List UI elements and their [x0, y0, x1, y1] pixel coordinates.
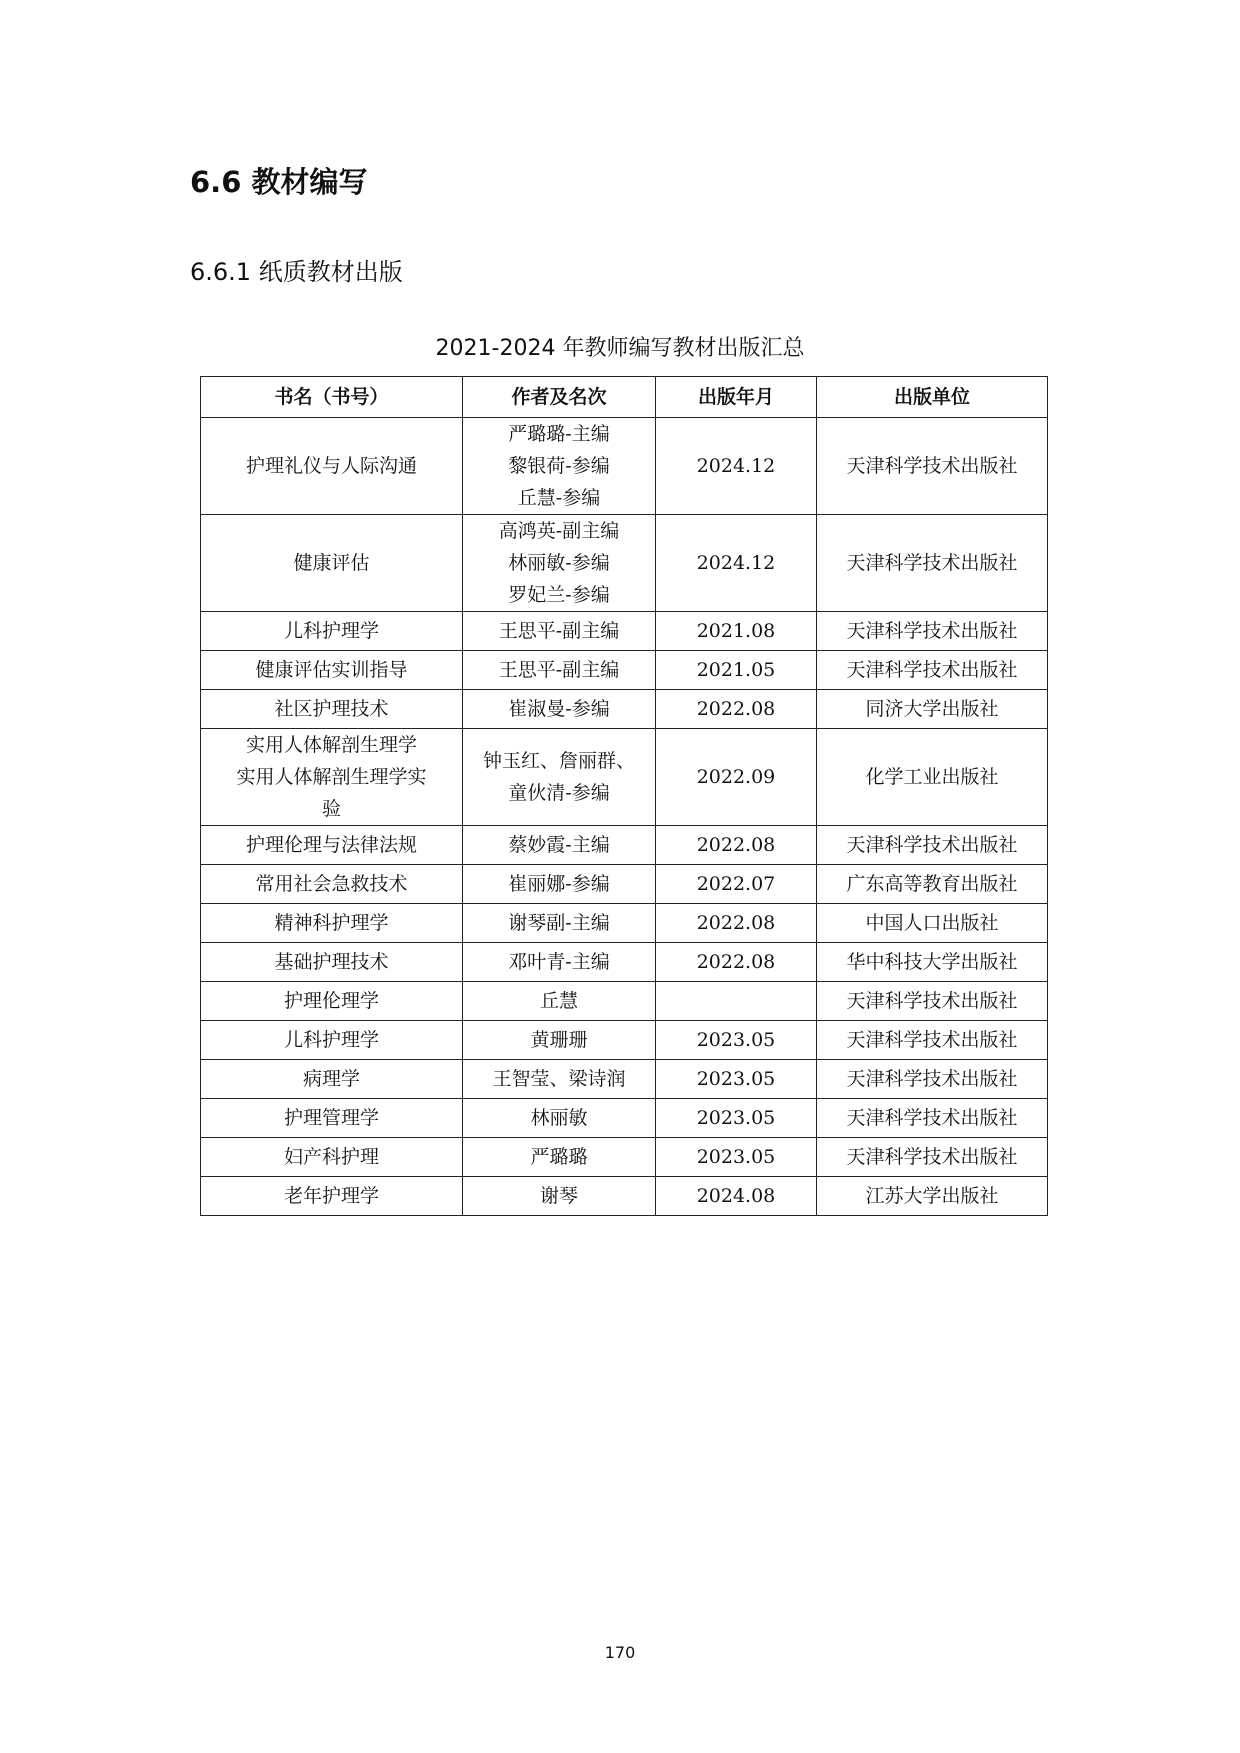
table-header: [201, 377, 1048, 418]
publish-date-cell: 2022.08: [656, 943, 817, 982]
book-title-cell-line: 健康评估实训指导: [255, 659, 408, 681]
publish-date-cell: 2023.05: [656, 1099, 817, 1138]
book-title-cell: [201, 1177, 463, 1216]
publish-date-cell: 2023.05: [656, 1021, 817, 1060]
publisher-cell: 天津科学技术出版社: [817, 651, 1048, 690]
authors-cell: [463, 1177, 656, 1216]
table-row: [201, 651, 1048, 690]
table-row: [201, 904, 1048, 943]
book-title-cell: [201, 1060, 463, 1099]
book-title-cell-line: 护理管理学: [283, 1107, 379, 1129]
publish-date-cell: 2024.12: [656, 418, 817, 515]
publish-date-cell: 2021.05: [656, 651, 817, 690]
book-title-cell: [201, 690, 463, 729]
authors-cell: [463, 1060, 656, 1099]
authors-cell-line: 王思平-副主编: [498, 659, 620, 681]
book-title-cell-line: 护理礼仪与人际沟通: [245, 455, 417, 477]
authors-cell: [463, 904, 656, 943]
table-row: [201, 418, 1048, 515]
header-row: [201, 377, 1048, 418]
book-title-cell-line: 常用社会急救技术: [255, 873, 408, 895]
book-title-cell-line: 妇产科护理: [283, 1146, 379, 1168]
book-title-cell: [201, 418, 463, 515]
authors-cell-line: 罗妃兰-参编: [508, 584, 610, 606]
book-title-cell-line: 儿科护理学: [283, 1029, 379, 1051]
publication-table: [200, 376, 1048, 1216]
book-title-cell-line: 社区护理技术: [274, 698, 389, 720]
book-title-cell: [201, 826, 463, 865]
publish-date-cell: 2022.07: [656, 865, 817, 904]
publish-date-cell: 2023.05: [656, 1138, 817, 1177]
authors-cell: [463, 982, 656, 1021]
table-row: [201, 826, 1048, 865]
authors-cell-line: 王智莹、梁诗润: [492, 1068, 626, 1090]
authors-cell-line: 林丽敏-参编: [508, 552, 610, 574]
book-title-cell-line: 老年护理学: [283, 1185, 379, 1207]
authors-cell: [463, 418, 656, 515]
authors-cell: [463, 1138, 656, 1177]
publisher-cell: 天津科学技术出版社: [817, 1021, 1048, 1060]
publisher-cell: 中国人口出版社: [817, 904, 1048, 943]
table-caption: 2021-2024 年教师编写教材出版汇总: [435, 336, 805, 361]
publisher-cell: 华中科技大学出版社: [817, 943, 1048, 982]
publish-date-cell: 2022.08: [656, 826, 817, 865]
authors-cell-line: 高鸿英-副主编: [498, 520, 620, 542]
publish-date-cell: 2021.08: [656, 612, 817, 651]
table-row: [201, 1138, 1048, 1177]
book-title-cell-line: 验: [321, 798, 341, 820]
book-title-cell-line: 健康评估: [293, 552, 370, 574]
authors-cell-line: 严璐璐: [530, 1146, 588, 1168]
publisher-cell: 天津科学技术出版社: [817, 515, 1048, 612]
book-title-cell: [201, 1099, 463, 1138]
publisher-cell: 天津科学技术出版社: [817, 826, 1048, 865]
publish-date-cell: 2022.08: [656, 690, 817, 729]
authors-cell-line: 丘慧: [539, 990, 578, 1012]
header-book-title: 书名（书号）: [201, 377, 463, 418]
authors-cell-line: 黄珊珊: [530, 1029, 588, 1051]
publish-date-cell: 2024.12: [656, 515, 817, 612]
authors-cell-line: 丘慧-参编: [517, 487, 601, 509]
book-title-cell: [201, 515, 463, 612]
table-row: [201, 943, 1048, 982]
authors-cell: [463, 1099, 656, 1138]
book-title-cell-line: 精神科护理学: [274, 912, 389, 934]
section-heading: 6.6 教材编写: [190, 165, 368, 199]
publish-date-cell: [656, 982, 817, 1021]
table-row: [201, 865, 1048, 904]
publisher-cell: 天津科学技术出版社: [817, 1060, 1048, 1099]
authors-cell-line: 林丽敏: [530, 1107, 588, 1129]
authors-cell: [463, 943, 656, 982]
book-title-cell-line: 实用人体解剖生理学: [245, 734, 417, 756]
table-body: [201, 418, 1048, 1216]
authors-cell-line: 崔丽娜-参编: [508, 873, 610, 895]
authors-cell-line: 谢琴副-主编: [508, 912, 610, 934]
subsection-heading: 6.6.1 纸质教材出版: [190, 258, 403, 286]
table-row: [201, 1177, 1048, 1216]
book-title-cell-line: 护理伦理学: [283, 990, 379, 1012]
book-title-cell: [201, 982, 463, 1021]
table-row: [201, 1060, 1048, 1099]
authors-cell-line: 蔡妙霞-主编: [508, 834, 610, 856]
table-row: [201, 729, 1048, 826]
book-title-cell: [201, 1021, 463, 1060]
publish-date-cell: 2023.05: [656, 1060, 817, 1099]
table-row: [201, 1099, 1048, 1138]
authors-cell-line: 童伙清-参编: [508, 782, 610, 804]
publisher-cell: 天津科学技术出版社: [817, 612, 1048, 651]
publish-date-cell: 2024.08: [656, 1177, 817, 1216]
book-title-cell-line: 基础护理技术: [274, 951, 389, 973]
book-title-cell: [201, 1138, 463, 1177]
authors-cell: [463, 651, 656, 690]
publisher-cell: 化学工业出版社: [817, 729, 1048, 826]
book-title-cell: [201, 943, 463, 982]
authors-cell-line: 黎银荷-参编: [508, 455, 610, 477]
table-row: [201, 690, 1048, 729]
book-title-cell-line: 护理伦理与法律法规: [245, 834, 417, 856]
header-authors: 作者及名次: [463, 377, 656, 418]
book-title-cell-line: 儿科护理学: [283, 620, 379, 642]
publisher-cell: 天津科学技术出版社: [817, 982, 1048, 1021]
page-number: 170: [604, 1643, 636, 1662]
authors-cell: [463, 690, 656, 729]
authors-cell: [463, 826, 656, 865]
book-title-cell: [201, 729, 463, 826]
authors-cell-line: 谢琴: [539, 1185, 578, 1207]
book-title-cell: [201, 612, 463, 651]
table-row: [201, 982, 1048, 1021]
publisher-cell: 天津科学技术出版社: [817, 418, 1048, 515]
publish-date-cell: 2022.09: [656, 729, 817, 826]
publisher-cell: 广东高等教育出版社: [817, 865, 1048, 904]
book-title-cell: [201, 865, 463, 904]
authors-cell-line: 邓叶青-主编: [508, 951, 610, 973]
authors-cell: [463, 865, 656, 904]
header-publish-date: 出版年月: [656, 377, 817, 418]
publish-date-cell: 2022.08: [656, 904, 817, 943]
authors-cell-line: 严璐璐-主编: [508, 423, 610, 445]
authors-cell: [463, 515, 656, 612]
table-row: [201, 612, 1048, 651]
table-row: [201, 1021, 1048, 1060]
table-row: [201, 515, 1048, 612]
publisher-cell: 同济大学出版社: [817, 690, 1048, 729]
authors-cell: [463, 1021, 656, 1060]
publisher-cell: 天津科学技术出版社: [817, 1099, 1048, 1138]
authors-cell-line: 王思平-副主编: [498, 620, 620, 642]
book-title-cell: [201, 651, 463, 690]
authors-cell-line: 钟玉红、詹丽群、: [482, 750, 635, 772]
authors-cell-line: 崔淑曼-参编: [508, 698, 610, 720]
publisher-cell: 天津科学技术出版社: [817, 1138, 1048, 1177]
publisher-cell: 江苏大学出版社: [817, 1177, 1048, 1216]
authors-cell: [463, 729, 656, 826]
authors-cell: [463, 612, 656, 651]
header-publisher: 出版单位: [817, 377, 1048, 418]
book-title-cell-line: 实用人体解剖生理学实: [236, 766, 427, 788]
book-title-cell-line: 病理学: [302, 1068, 360, 1090]
book-title-cell: [201, 904, 463, 943]
